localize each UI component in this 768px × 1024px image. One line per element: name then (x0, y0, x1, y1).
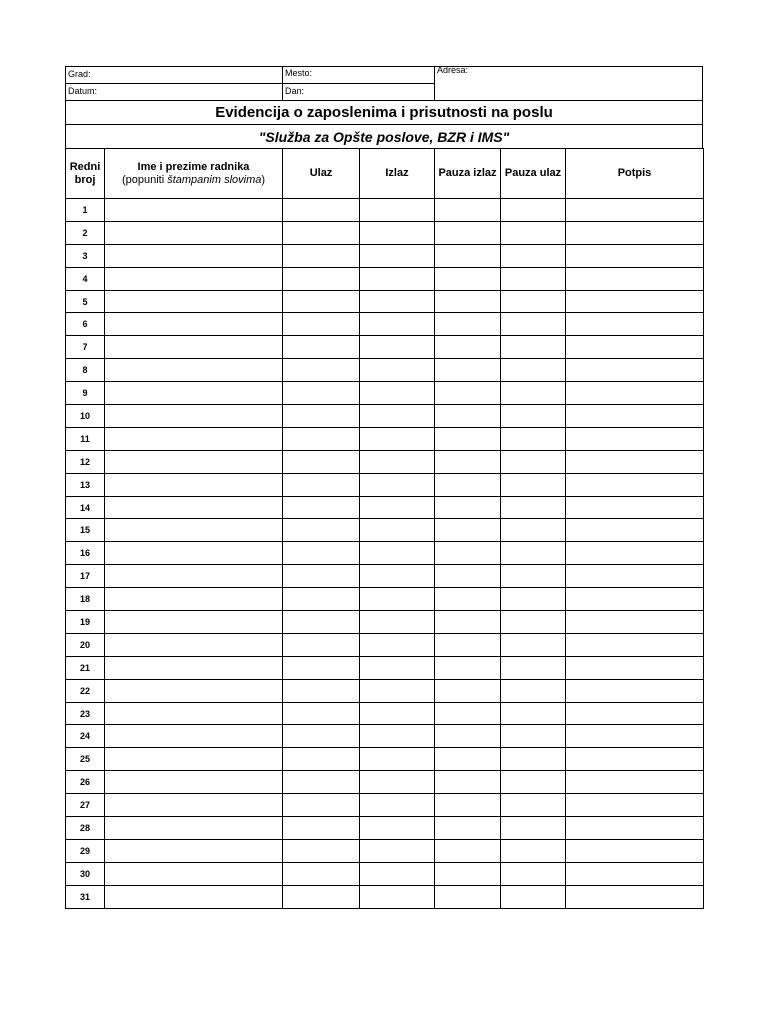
pauza-izlaz-cell[interactable] (435, 611, 501, 634)
pauza-izlaz-cell[interactable] (435, 244, 501, 267)
table-row (66, 336, 704, 359)
mesto-label: Mesto: (285, 68, 313, 78)
ulaz-cell[interactable] (283, 794, 360, 817)
ulaz-cell[interactable] (283, 221, 360, 244)
table-row (66, 725, 704, 748)
table-header-row (66, 149, 704, 199)
pauza-izlaz-cell[interactable] (435, 450, 501, 473)
pauza-ulaz-cell[interactable] (501, 450, 566, 473)
izlaz-cell[interactable] (360, 702, 435, 725)
ulaz-cell[interactable] (283, 656, 360, 679)
pauza-izlaz-cell[interactable] (435, 679, 501, 702)
col-izlaz: Izlaz (360, 149, 435, 199)
izlaz-cell[interactable] (360, 199, 435, 222)
table-row (66, 427, 704, 450)
potpis-cell[interactable] (566, 748, 704, 771)
name-cell[interactable] (105, 885, 283, 908)
row-number: 20 (66, 633, 105, 656)
name-cell[interactable] (105, 839, 283, 862)
table-row (66, 588, 704, 611)
name-cell[interactable] (105, 817, 283, 840)
row-number: 22 (66, 679, 105, 702)
pauza-ulaz-cell[interactable] (501, 679, 566, 702)
ulaz-cell[interactable] (283, 862, 360, 885)
page-subtitle: "Služba za Opšte poslove, BZR i IMS" (65, 124, 703, 148)
pauza-izlaz-cell[interactable] (435, 382, 501, 405)
potpis-cell[interactable] (566, 679, 704, 702)
row-number: 4 (66, 267, 105, 290)
divider (66, 83, 434, 84)
izlaz-cell[interactable] (360, 427, 435, 450)
izlaz-cell[interactable] (360, 496, 435, 519)
col-ime-sub-close: ) (261, 173, 266, 186)
name-cell[interactable] (105, 656, 283, 679)
ulaz-cell[interactable] (283, 405, 360, 428)
pauza-ulaz-cell[interactable] (501, 611, 566, 634)
izlaz-cell[interactable] (360, 748, 435, 771)
ulaz-cell[interactable] (283, 473, 360, 496)
pauza-izlaz-cell[interactable] (435, 839, 501, 862)
pauza-izlaz-cell[interactable] (435, 336, 501, 359)
pauza-ulaz-cell[interactable] (501, 427, 566, 450)
pauza-izlaz-cell[interactable] (435, 473, 501, 496)
name-cell[interactable] (105, 862, 283, 885)
name-cell[interactable] (105, 450, 283, 473)
ulaz-cell[interactable] (283, 611, 360, 634)
name-cell[interactable] (105, 290, 283, 313)
ulaz-cell[interactable] (283, 748, 360, 771)
row-number: 8 (66, 359, 105, 382)
izlaz-cell[interactable] (360, 313, 435, 336)
row-number: 3 (66, 244, 105, 267)
ulaz-cell[interactable] (283, 427, 360, 450)
table-row (66, 382, 704, 405)
ulaz-cell[interactable] (283, 885, 360, 908)
potpis-cell[interactable] (566, 794, 704, 817)
potpis-cell[interactable] (566, 221, 704, 244)
pauza-izlaz-cell[interactable] (435, 565, 501, 588)
table-row (66, 313, 704, 336)
pauza-izlaz-cell[interactable] (435, 359, 501, 382)
pauza-izlaz-cell[interactable] (435, 748, 501, 771)
potpis-cell[interactable] (566, 656, 704, 679)
pauza-ulaz-cell[interactable] (501, 839, 566, 862)
pauza-ulaz-cell[interactable] (501, 313, 566, 336)
row-number: 5 (66, 290, 105, 313)
row-number: 1 (66, 199, 105, 222)
attendance-sheet (65, 66, 703, 909)
table-row (66, 405, 704, 428)
ulaz-cell[interactable] (283, 588, 360, 611)
potpis-cell[interactable] (566, 702, 704, 725)
ulaz-cell[interactable] (283, 267, 360, 290)
name-cell[interactable] (105, 473, 283, 496)
name-cell[interactable] (105, 794, 283, 817)
adresa-label: Adresa: (437, 65, 469, 75)
col-ulaz: Ulaz (283, 149, 360, 199)
ulaz-cell[interactable] (283, 244, 360, 267)
potpis-cell[interactable] (566, 771, 704, 794)
table-row (66, 519, 704, 542)
table-row (66, 199, 704, 222)
name-cell[interactable] (105, 221, 283, 244)
pauza-izlaz-cell[interactable] (435, 221, 501, 244)
name-cell[interactable] (105, 702, 283, 725)
row-number: 26 (66, 771, 105, 794)
izlaz-cell[interactable] (360, 382, 435, 405)
izlaz-cell[interactable] (360, 336, 435, 359)
table-row (66, 702, 704, 725)
table-row (66, 839, 704, 862)
pauza-izlaz-cell[interactable] (435, 496, 501, 519)
pauza-izlaz-cell[interactable] (435, 405, 501, 428)
ulaz-cell[interactable] (283, 290, 360, 313)
table-row (66, 794, 704, 817)
ulaz-cell[interactable] (283, 313, 360, 336)
izlaz-cell[interactable] (360, 633, 435, 656)
name-cell[interactable] (105, 542, 283, 565)
pauza-ulaz-cell[interactable] (501, 542, 566, 565)
row-number: 21 (66, 656, 105, 679)
dan-label: Dan: (285, 86, 305, 96)
potpis-cell[interactable] (566, 199, 704, 222)
pauza-ulaz-cell[interactable] (501, 519, 566, 542)
name-cell[interactable] (105, 244, 283, 267)
pauza-izlaz-cell[interactable] (435, 633, 501, 656)
pauza-ulaz-cell[interactable] (501, 496, 566, 519)
pauza-ulaz-cell[interactable] (501, 633, 566, 656)
potpis-cell[interactable] (566, 725, 704, 748)
col-ime-sub-italic: štampanim slovima (167, 173, 262, 186)
potpis-cell[interactable] (566, 542, 704, 565)
col-redni-broj: Redni broj (66, 149, 105, 199)
table-row (66, 473, 704, 496)
table-row (66, 244, 704, 267)
izlaz-cell[interactable] (360, 817, 435, 840)
name-cell[interactable] (105, 496, 283, 519)
potpis-cell[interactable] (566, 313, 704, 336)
table-row (66, 656, 704, 679)
izlaz-cell[interactable] (360, 794, 435, 817)
ulaz-cell[interactable] (283, 450, 360, 473)
row-number: 12 (66, 450, 105, 473)
potpis-cell[interactable] (566, 427, 704, 450)
row-number: 2 (66, 221, 105, 244)
pauza-ulaz-cell[interactable] (501, 862, 566, 885)
pauza-ulaz-cell[interactable] (501, 656, 566, 679)
row-number: 30 (66, 862, 105, 885)
header-block (65, 66, 703, 100)
row-number: 6 (66, 313, 105, 336)
ulaz-cell[interactable] (283, 496, 360, 519)
potpis-cell[interactable] (566, 588, 704, 611)
pauza-izlaz-cell[interactable] (435, 817, 501, 840)
izlaz-cell[interactable] (360, 862, 435, 885)
row-number: 24 (66, 725, 105, 748)
table-row (66, 611, 704, 634)
table-row (66, 679, 704, 702)
izlaz-cell[interactable] (360, 519, 435, 542)
izlaz-cell[interactable] (360, 565, 435, 588)
row-number: 31 (66, 885, 105, 908)
name-cell[interactable] (105, 771, 283, 794)
izlaz-cell[interactable] (360, 725, 435, 748)
pauza-ulaz-cell[interactable] (501, 473, 566, 496)
row-number: 25 (66, 748, 105, 771)
row-number: 17 (66, 565, 105, 588)
pauza-ulaz-cell[interactable] (501, 382, 566, 405)
table-row (66, 748, 704, 771)
pauza-ulaz-cell[interactable] (501, 725, 566, 748)
col-ime-sub (105, 174, 282, 187)
table-body (66, 199, 704, 909)
pauza-izlaz-cell[interactable] (435, 519, 501, 542)
potpis-cell[interactable] (566, 336, 704, 359)
pauza-ulaz-cell[interactable] (501, 748, 566, 771)
pauza-ulaz-cell[interactable] (501, 336, 566, 359)
name-cell[interactable] (105, 267, 283, 290)
col-potpis: Potpis (566, 149, 704, 199)
izlaz-cell[interactable] (360, 839, 435, 862)
pauza-ulaz-cell[interactable] (501, 290, 566, 313)
pauza-ulaz-cell[interactable] (501, 405, 566, 428)
table-row (66, 290, 704, 313)
potpis-cell[interactable] (566, 244, 704, 267)
table-row (66, 771, 704, 794)
row-number: 16 (66, 542, 105, 565)
row-number: 18 (66, 588, 105, 611)
ulaz-cell[interactable] (283, 519, 360, 542)
datum-label: Datum: (68, 86, 98, 96)
potpis-cell[interactable] (566, 611, 704, 634)
name-cell[interactable] (105, 313, 283, 336)
pauza-ulaz-cell[interactable] (501, 359, 566, 382)
izlaz-cell[interactable] (360, 244, 435, 267)
col-ime-sub-open: (popuniti (121, 173, 168, 186)
name-cell[interactable] (105, 611, 283, 634)
pauza-izlaz-cell[interactable] (435, 702, 501, 725)
potpis-cell[interactable] (566, 359, 704, 382)
ulaz-cell[interactable] (283, 359, 360, 382)
pauza-ulaz-cell[interactable] (501, 702, 566, 725)
potpis-cell[interactable] (566, 817, 704, 840)
izlaz-cell[interactable] (360, 885, 435, 908)
name-cell[interactable] (105, 679, 283, 702)
name-cell[interactable] (105, 588, 283, 611)
pauza-ulaz-cell[interactable] (501, 588, 566, 611)
ulaz-cell[interactable] (283, 725, 360, 748)
ulaz-cell[interactable] (283, 542, 360, 565)
row-number: 23 (66, 702, 105, 725)
izlaz-cell[interactable] (360, 450, 435, 473)
izlaz-cell[interactable] (360, 542, 435, 565)
table-row (66, 565, 704, 588)
attendance-table (65, 148, 704, 909)
potpis-cell[interactable] (566, 473, 704, 496)
grad-label: Grad: (68, 69, 91, 79)
potpis-cell[interactable] (566, 382, 704, 405)
row-number: 14 (66, 496, 105, 519)
potpis-cell[interactable] (566, 885, 704, 908)
row-number: 15 (66, 519, 105, 542)
potpis-cell[interactable] (566, 405, 704, 428)
pauza-izlaz-cell[interactable] (435, 656, 501, 679)
name-cell[interactable] (105, 565, 283, 588)
pauza-ulaz-cell[interactable] (501, 199, 566, 222)
name-cell[interactable] (105, 359, 283, 382)
potpis-cell[interactable] (566, 862, 704, 885)
name-cell[interactable] (105, 633, 283, 656)
izlaz-cell[interactable] (360, 359, 435, 382)
table-row (66, 885, 704, 908)
row-number: 19 (66, 611, 105, 634)
table-row (66, 267, 704, 290)
name-cell[interactable] (105, 382, 283, 405)
table-row (66, 221, 704, 244)
table-row (66, 542, 704, 565)
pauza-izlaz-cell[interactable] (435, 725, 501, 748)
izlaz-cell[interactable] (360, 473, 435, 496)
table-row (66, 633, 704, 656)
pauza-izlaz-cell[interactable] (435, 267, 501, 290)
izlaz-cell[interactable] (360, 656, 435, 679)
page-title: Evidencija o zaposlenima i prisutnosti na poslu (65, 100, 703, 124)
table-row (66, 450, 704, 473)
ulaz-cell[interactable] (283, 839, 360, 862)
ulaz-cell[interactable] (283, 679, 360, 702)
izlaz-cell[interactable] (360, 267, 435, 290)
table-row (66, 862, 704, 885)
pauza-ulaz-cell[interactable] (501, 885, 566, 908)
table-row (66, 496, 704, 519)
ulaz-cell[interactable] (283, 199, 360, 222)
potpis-cell[interactable] (566, 519, 704, 542)
potpis-cell[interactable] (566, 839, 704, 862)
col-ime-prezime (105, 149, 283, 199)
pauza-ulaz-cell[interactable] (501, 244, 566, 267)
izlaz-cell[interactable] (360, 405, 435, 428)
pauza-izlaz-cell[interactable] (435, 199, 501, 222)
name-cell[interactable] (105, 427, 283, 450)
col-ime-main: Ime i prezime radnika (137, 160, 250, 173)
name-cell[interactable] (105, 199, 283, 222)
ulaz-cell[interactable] (283, 382, 360, 405)
potpis-cell[interactable] (566, 450, 704, 473)
row-number: 7 (66, 336, 105, 359)
izlaz-cell[interactable] (360, 290, 435, 313)
pauza-izlaz-cell[interactable] (435, 290, 501, 313)
ulaz-cell[interactable] (283, 565, 360, 588)
table-row (66, 359, 704, 382)
name-cell[interactable] (105, 336, 283, 359)
row-number: 11 (66, 427, 105, 450)
row-number: 13 (66, 473, 105, 496)
row-number: 27 (66, 794, 105, 817)
potpis-cell[interactable] (566, 496, 704, 519)
ulaz-cell[interactable] (283, 336, 360, 359)
pauza-ulaz-cell[interactable] (501, 565, 566, 588)
ulaz-cell[interactable] (283, 633, 360, 656)
izlaz-cell[interactable] (360, 588, 435, 611)
pauza-ulaz-cell[interactable] (501, 221, 566, 244)
name-cell[interactable] (105, 748, 283, 771)
pauza-izlaz-cell[interactable] (435, 771, 501, 794)
row-number: 10 (66, 405, 105, 428)
ulaz-cell[interactable] (283, 817, 360, 840)
pauza-ulaz-cell[interactable] (501, 771, 566, 794)
potpis-cell[interactable] (566, 267, 704, 290)
izlaz-cell[interactable] (360, 679, 435, 702)
pauza-izlaz-cell[interactable] (435, 427, 501, 450)
pauza-izlaz-cell[interactable] (435, 313, 501, 336)
pauza-ulaz-cell[interactable] (501, 267, 566, 290)
potpis-cell[interactable] (566, 290, 704, 313)
pauza-izlaz-cell[interactable] (435, 542, 501, 565)
potpis-cell[interactable] (566, 633, 704, 656)
potpis-cell[interactable] (566, 565, 704, 588)
name-cell[interactable] (105, 725, 283, 748)
name-cell[interactable] (105, 405, 283, 428)
pauza-izlaz-cell[interactable] (435, 794, 501, 817)
izlaz-cell[interactable] (360, 221, 435, 244)
pauza-izlaz-cell[interactable] (435, 862, 501, 885)
pauza-ulaz-cell[interactable] (501, 817, 566, 840)
pauza-izlaz-cell[interactable] (435, 885, 501, 908)
row-number: 28 (66, 817, 105, 840)
row-number: 29 (66, 839, 105, 862)
name-cell[interactable] (105, 519, 283, 542)
izlaz-cell[interactable] (360, 771, 435, 794)
row-number: 9 (66, 382, 105, 405)
ulaz-cell[interactable] (283, 771, 360, 794)
table-row (66, 817, 704, 840)
col-pauza-ulaz: Pauza ulaz (501, 149, 566, 199)
col-pauza-izlaz: Pauza izlaz (435, 149, 501, 199)
pauza-izlaz-cell[interactable] (435, 588, 501, 611)
izlaz-cell[interactable] (360, 611, 435, 634)
pauza-ulaz-cell[interactable] (501, 794, 566, 817)
ulaz-cell[interactable] (283, 702, 360, 725)
